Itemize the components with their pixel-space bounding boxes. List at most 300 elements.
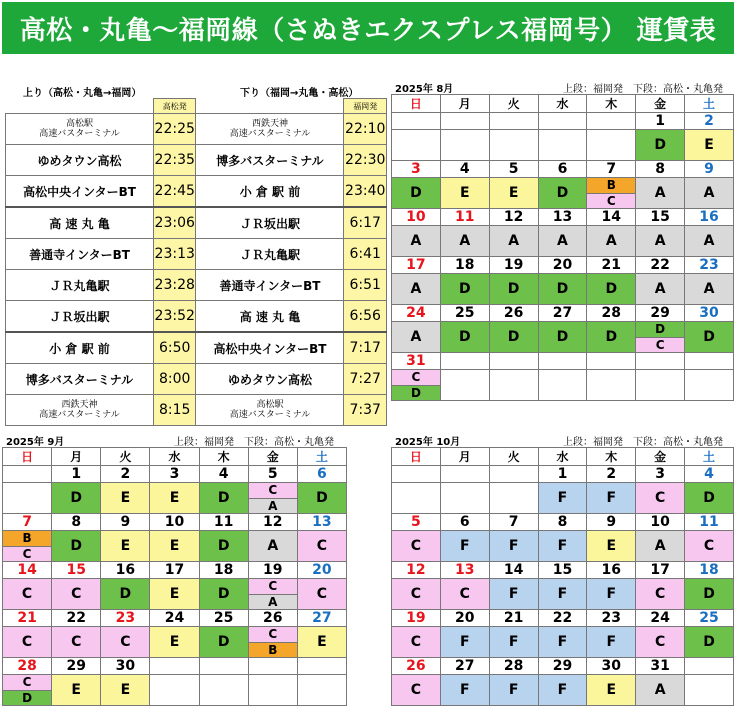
fare-code: D (685, 579, 734, 610)
empty-date-cell (685, 353, 734, 370)
fare-code: D (489, 274, 538, 305)
fare-code: F (440, 531, 489, 562)
weekday-header: 木 (587, 448, 636, 466)
fare-code-upper: C (3, 675, 51, 690)
empty-date-cell (685, 658, 734, 675)
calendar-date: 7 (587, 161, 636, 178)
calendar-header (6, 433, 347, 446)
fare-code: D (297, 483, 346, 514)
fare-code-lower: C (3, 546, 51, 562)
up-stop-name: 善通寺インターBT (6, 239, 154, 270)
fare-code: A (440, 226, 489, 257)
calendar-date: 14 (3, 562, 52, 579)
calendar-date: 22 (538, 610, 587, 627)
calendar-date: 5 (392, 514, 441, 531)
fare-code: A (489, 226, 538, 257)
fare-code: E (489, 178, 538, 209)
calendar-date: 9 (101, 514, 150, 531)
fare-code-lower: A (249, 498, 297, 514)
fare-calendar (391, 94, 734, 401)
up-departure-time: 8:15 (153, 395, 196, 426)
fare-code: E (587, 675, 636, 706)
calendar-date: 10 (636, 514, 685, 531)
calendar-date: 18 (199, 562, 248, 579)
calendar-date: 30 (101, 658, 150, 675)
calendar-date: 29 (52, 658, 101, 675)
empty-code-cell (489, 370, 538, 401)
calendar-date: 11 (685, 514, 734, 531)
fare-code: C (636, 627, 685, 658)
title-banner (2, 2, 734, 54)
weekday-header: 土 (685, 448, 734, 466)
empty-date-cell (489, 353, 538, 370)
fare-code: A (636, 531, 685, 562)
calendar-date: 4 (199, 466, 248, 483)
calendar-date: 22 (636, 257, 685, 274)
fare-code: C (392, 579, 441, 610)
fare-code: D (440, 322, 489, 353)
calendar-date: 28 (489, 658, 538, 675)
up-departure-time: 23:52 (153, 301, 196, 333)
calendar-date: 24 (150, 610, 199, 627)
calendar-date: 27 (297, 610, 346, 627)
empty-code-cell (440, 483, 489, 514)
fare-code-upper: B (587, 178, 635, 193)
calendar-date: 4 (685, 466, 734, 483)
empty-date-cell (538, 353, 587, 370)
calendar-date: 25 (685, 610, 734, 627)
fare-calendar (391, 447, 734, 706)
calendar-date: 24 (636, 610, 685, 627)
weekday-header: 火 (489, 448, 538, 466)
calendar-month-label: 2025年 8月 (395, 84, 454, 95)
fare-code: A (685, 178, 734, 209)
weekday-header: 木 (587, 95, 636, 113)
calendar-date: 29 (636, 305, 685, 322)
fare-code: C (392, 627, 441, 658)
up-stop-name: 小 倉 駅 前 (6, 332, 154, 364)
fare-code: D (440, 274, 489, 305)
down-stop-name: 高 速 丸 亀 (196, 301, 344, 333)
up-departure-time: 23:13 (153, 239, 196, 270)
fare-code: D (199, 627, 248, 658)
empty-date-cell (636, 353, 685, 370)
calendar-date: 16 (587, 562, 636, 579)
fare-code: C (636, 579, 685, 610)
fare-code-lower: D (392, 385, 440, 401)
calendar-date: 12 (489, 209, 538, 226)
fare-code-upper: C (249, 483, 297, 498)
up-stop-name: ゆめタウン高松 (6, 145, 154, 176)
empty-date-cell (587, 353, 636, 370)
calendar-date: 17 (636, 562, 685, 579)
calendar-legend: 上段：福岡発 下段：高松・丸亀発 (563, 437, 723, 448)
calendar-date: 25 (199, 610, 248, 627)
weekday-header: 水 (538, 448, 587, 466)
calendar-date: 31 (392, 353, 441, 370)
fare-code-upper: C (392, 370, 440, 385)
empty-date-cell (297, 658, 346, 675)
page-title: 高松・丸亀～福岡線（さぬきエクスプレス福岡号） 運賃表 (19, 15, 717, 46)
fare-code: D (101, 579, 150, 610)
calendar-date: 20 (297, 562, 346, 579)
fare-code: D (538, 178, 587, 209)
calendar-date: 21 (3, 610, 52, 627)
calendar-date: 30 (685, 305, 734, 322)
fare-code: F (489, 675, 538, 706)
fare-code-split (248, 627, 297, 658)
weekday-header: 土 (297, 448, 346, 466)
down-departure-time: 6:56 (344, 301, 387, 333)
fare-code: E (587, 531, 636, 562)
down-departure-time: 7:37 (344, 395, 387, 426)
weekday-header: 金 (636, 95, 685, 113)
calendar-date: 19 (392, 610, 441, 627)
fare-code: C (297, 579, 346, 610)
fare-code: C (52, 627, 101, 658)
calendar-date: 30 (587, 658, 636, 675)
calendar-date: 26 (248, 610, 297, 627)
timetable-row (6, 176, 387, 208)
fare-code: E (150, 627, 199, 658)
empty-code-cell (199, 675, 248, 706)
fare-code: A (392, 322, 441, 353)
fare-code: A (636, 274, 685, 305)
calendar-date: 3 (150, 466, 199, 483)
calendar-date: 6 (297, 466, 346, 483)
empty-date-cell (150, 658, 199, 675)
empty-date-cell (440, 466, 489, 483)
fare-code: F (440, 675, 489, 706)
empty-code-cell (685, 675, 734, 706)
timetable-row (6, 270, 387, 301)
fare-code: A (538, 226, 587, 257)
calendar-date: 15 (538, 562, 587, 579)
calendar-date: 21 (489, 610, 538, 627)
fare-code: D (636, 130, 685, 161)
fare-code: E (101, 675, 150, 706)
fare-code-upper: C (249, 627, 297, 642)
fare-code: F (440, 627, 489, 658)
calendar-date: 16 (685, 209, 734, 226)
fare-code: F (489, 579, 538, 610)
fare-code: D (52, 483, 101, 514)
fare-code-lower: A (249, 594, 297, 610)
timetable-header (5, 84, 387, 98)
timetable (5, 84, 387, 98)
calendar-date: 24 (392, 305, 441, 322)
calendar-date: 13 (297, 514, 346, 531)
fare-code: D (199, 531, 248, 562)
fare-code: D (685, 483, 734, 514)
header-spacer (6, 99, 154, 114)
fare-code-split (248, 579, 297, 610)
fare-code: C (685, 531, 734, 562)
calendar-month-label: 2025年 9月 (6, 437, 65, 448)
up-departure-time: 23:28 (153, 270, 196, 301)
calendar-date: 9 (685, 161, 734, 178)
fare-code: D (489, 322, 538, 353)
calendar-date: 18 (440, 257, 489, 274)
fare-code: E (150, 531, 199, 562)
up-departure-time: 8:00 (153, 364, 196, 395)
fare-code: F (587, 579, 636, 610)
calendar-date: 2 (101, 466, 150, 483)
weekday-header: 月 (52, 448, 101, 466)
fare-code: A (636, 226, 685, 257)
fare-code: F (587, 627, 636, 658)
up-direction-label: 上り（高松・丸亀→福岡） (23, 88, 142, 99)
down-stop-name: ＪＲ丸亀駅 (196, 239, 344, 270)
down-column-header: 福岡発 (344, 99, 387, 114)
fare-code: C (297, 531, 346, 562)
calendar-date: 13 (440, 562, 489, 579)
fare-code: D (392, 178, 441, 209)
calendar-date: 19 (489, 257, 538, 274)
empty-code-cell (440, 370, 489, 401)
weekday-header: 金 (636, 448, 685, 466)
up-departure-time: 22:45 (153, 176, 196, 208)
empty-date-cell (587, 113, 636, 130)
down-stop-name: ゆめタウン高松 (196, 364, 344, 395)
fare-code: E (101, 483, 150, 514)
down-stop-name: 善通寺インターBT (196, 270, 344, 301)
up-stop-name: 西鉄天神 高速バスターミナル (6, 395, 154, 426)
fare-code-lower: B (249, 642, 297, 658)
fare-code: D (538, 274, 587, 305)
timetable-row (6, 239, 387, 270)
timetable-row (6, 145, 387, 176)
fare-code: A (392, 274, 441, 305)
down-stop-name: 小 倉 駅 前 (196, 176, 344, 208)
calendar-legend: 上段：福岡発 下段：高松・丸亀発 (174, 437, 334, 448)
timetable-row (6, 114, 387, 145)
calendar-date: 10 (150, 514, 199, 531)
empty-code-cell (587, 130, 636, 161)
calendar-date: 10 (392, 209, 441, 226)
down-stop-name: 高松駅 高速バスターミナル (196, 395, 344, 426)
calendar-date: 1 (538, 466, 587, 483)
fare-code: D (685, 627, 734, 658)
empty-code-cell (489, 130, 538, 161)
calendar-date: 26 (489, 305, 538, 322)
calendar-date: 27 (538, 305, 587, 322)
calendar-date: 23 (685, 257, 734, 274)
fare-calendar (2, 447, 347, 706)
empty-date-cell (392, 466, 441, 483)
fare-code: E (101, 531, 150, 562)
weekday-header: 水 (538, 95, 587, 113)
fare-code: F (538, 627, 587, 658)
fare-code: D (199, 579, 248, 610)
weekday-header: 日 (392, 95, 441, 113)
empty-code-cell (248, 675, 297, 706)
weekday-header: 木 (199, 448, 248, 466)
calendar-date: 14 (587, 209, 636, 226)
calendar-date: 7 (489, 514, 538, 531)
calendar-date: 28 (587, 305, 636, 322)
calendar-date: 13 (538, 209, 587, 226)
fare-code: F (587, 483, 636, 514)
timetable-row (6, 207, 387, 239)
down-departure-time: 7:27 (344, 364, 387, 395)
weekday-header: 火 (489, 95, 538, 113)
fare-code: C (392, 531, 441, 562)
calendar-date: 5 (489, 161, 538, 178)
empty-code-cell (392, 130, 441, 161)
empty-date-cell (538, 113, 587, 130)
weekday-header: 月 (440, 95, 489, 113)
fare-code-upper: D (636, 322, 684, 337)
calendar-date: 29 (538, 658, 587, 675)
fare-code-split (587, 178, 636, 209)
empty-code-cell (685, 370, 734, 401)
fare-code: C (636, 483, 685, 514)
calendar-date: 19 (248, 562, 297, 579)
weekday-header: 月 (440, 448, 489, 466)
timetable-row (6, 395, 387, 426)
calendar-date: 15 (636, 209, 685, 226)
empty-code-cell (150, 675, 199, 706)
calendar-date: 1 (52, 466, 101, 483)
calendar-date: 14 (489, 562, 538, 579)
fare-code: C (101, 627, 150, 658)
calendar-date: 21 (587, 257, 636, 274)
calendar-date: 1 (636, 113, 685, 130)
timetable-row (6, 364, 387, 395)
timetable-row (6, 301, 387, 333)
down-stop-name: 高松中央インターBT (196, 332, 344, 364)
fare-code: A (685, 274, 734, 305)
weekday-header: 金 (248, 448, 297, 466)
up-departure-time: 23:06 (153, 207, 196, 239)
empty-date-cell (440, 113, 489, 130)
fare-code-upper: C (249, 579, 297, 594)
header-spacer (196, 99, 344, 114)
weekday-header: 火 (101, 448, 150, 466)
empty-code-cell (538, 370, 587, 401)
fare-code: E (440, 178, 489, 209)
up-stop-name: 高 速 丸 亀 (6, 207, 154, 239)
down-direction-label: 下り（福岡→丸亀・高松） (240, 88, 359, 99)
empty-code-cell (636, 370, 685, 401)
calendar-header (395, 80, 734, 93)
timetable-row (6, 332, 387, 364)
calendar-month-label: 2025年 10月 (395, 437, 461, 448)
fare-code: C (52, 579, 101, 610)
calendar-date: 8 (52, 514, 101, 531)
empty-date-cell (199, 658, 248, 675)
fare-code: A (392, 226, 441, 257)
calendar-date: 2 (685, 113, 734, 130)
fare-code: E (150, 483, 199, 514)
empty-code-cell (392, 483, 441, 514)
fare-code-lower: C (636, 337, 684, 353)
down-stop-name: ＪＲ坂出駅 (196, 207, 344, 239)
calendar-date: 11 (199, 514, 248, 531)
fare-code: E (150, 579, 199, 610)
calendar-date: 22 (52, 610, 101, 627)
empty-date-cell (489, 113, 538, 130)
weekday-header: 日 (3, 448, 52, 466)
empty-code-cell (440, 130, 489, 161)
calendar-legend: 上段：福岡発 下段：高松・丸亀発 (563, 84, 723, 95)
fare-code-split (248, 483, 297, 514)
up-departure-time: 22:25 (153, 114, 196, 145)
fare-code: E (297, 627, 346, 658)
fare-code: D (685, 322, 734, 353)
calendar-date: 18 (685, 562, 734, 579)
calendar-date: 7 (3, 514, 52, 531)
fare-code: A (636, 178, 685, 209)
fare-code: D (52, 531, 101, 562)
down-departure-time: 22:30 (344, 145, 387, 176)
fare-code: E (685, 130, 734, 161)
empty-date-cell (3, 466, 52, 483)
calendar-date: 6 (440, 514, 489, 531)
calendar-date: 17 (392, 257, 441, 274)
calendar-date: 12 (248, 514, 297, 531)
calendar-date: 17 (150, 562, 199, 579)
calendar-date: 25 (440, 305, 489, 322)
calendar-date: 6 (538, 161, 587, 178)
fare-code: E (52, 675, 101, 706)
fare-code: F (538, 675, 587, 706)
calendar-date: 11 (440, 209, 489, 226)
fare-code: A (685, 226, 734, 257)
up-stop-name: 博多バスターミナル (6, 364, 154, 395)
fare-code: F (489, 531, 538, 562)
up-column-header: 高松発 (153, 99, 196, 114)
down-departure-time: 23:40 (344, 176, 387, 208)
fare-code-upper: B (3, 531, 51, 546)
up-stop-name: ＪＲ丸亀駅 (6, 270, 154, 301)
fare-code: A (636, 675, 685, 706)
fare-code: A (248, 531, 297, 562)
calendar-date: 9 (587, 514, 636, 531)
up-stop-name: 高松駅 高速バスターミナル (6, 114, 154, 145)
fare-code-lower: D (3, 690, 51, 706)
calendar-date: 27 (440, 658, 489, 675)
fare-code: F (538, 483, 587, 514)
timetable-table (5, 98, 387, 426)
down-departure-time: 6:17 (344, 207, 387, 239)
down-departure-time: 6:51 (344, 270, 387, 301)
calendar-date: 3 (392, 161, 441, 178)
calendar-date: 20 (440, 610, 489, 627)
calendar-date: 15 (52, 562, 101, 579)
fare-code: C (392, 675, 441, 706)
calendar-date: 5 (248, 466, 297, 483)
fare-code-split (3, 675, 52, 706)
down-stop-name: 博多バスターミナル (196, 145, 344, 176)
weekday-header: 土 (685, 95, 734, 113)
fare-code: F (538, 531, 587, 562)
weekday-header: 水 (150, 448, 199, 466)
empty-date-cell (248, 658, 297, 675)
calendar-date: 8 (538, 514, 587, 531)
fare-code: F (538, 579, 587, 610)
calendar-date: 31 (636, 658, 685, 675)
fare-code: D (587, 274, 636, 305)
calendar-date: 26 (392, 658, 441, 675)
calendar-date: 12 (392, 562, 441, 579)
calendar-date: 16 (101, 562, 150, 579)
fare-code: F (489, 627, 538, 658)
weekday-header: 日 (392, 448, 441, 466)
fare-code: C (440, 579, 489, 610)
empty-code-cell (538, 130, 587, 161)
